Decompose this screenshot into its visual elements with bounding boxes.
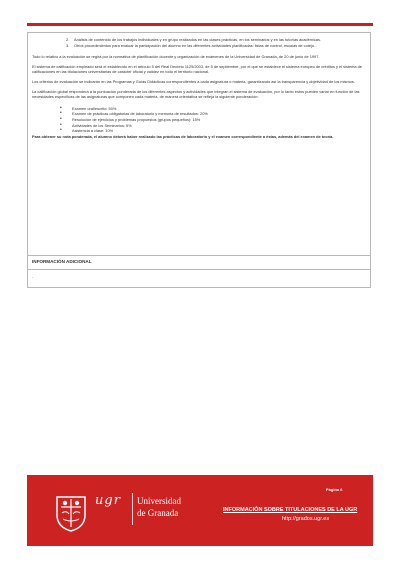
- page-number: Página 6: [326, 487, 343, 492]
- weighting-list: [32, 106, 366, 134]
- list-number: 3.: [66, 42, 70, 48]
- paragraph: Todo lo relativo a la evaluación se regirá por la normativa de planificación docente y organización de exámenes de la Universidad de Granada, de 20 de junio de 1997.: [32, 54, 320, 60]
- bold-note: Para obtener su nota ponderada, el alumno deberá haber realizado las prácticas de laboratorio y el examen correspondiente a éstas, además del examen de teoría.: [32, 133, 334, 139]
- divider: [28, 269, 370, 270]
- paragraph: El sistema de calificación empleado será el establecido en el artículo 5 del Real Decreto 1125/2003, de 5 de septiembre, por el que se establece el sistema europeo de créditos y el sistema de calificaciones en las titulaciones universitarias de carácter oficial y validez en todo el territorio nacional.: [32, 63, 362, 75]
- list-number: 2.: [66, 37, 70, 42]
- list-item: • Examen de prácticas obligatorias de laboratorio y memoria de resultados: 20%: [72, 111, 366, 117]
- list-text: Otros procedimientos para evaluar la participación del alumno en las diferentes actividades planificadas: listas de control, escalas de cotejo...: [74, 42, 318, 48]
- logo-divider: [132, 493, 133, 525]
- evaluation-box: [27, 32, 371, 288]
- university-seal-icon: [53, 493, 89, 533]
- list-item: • Asistencia a clase: 10%: [72, 128, 366, 134]
- evaluation-content: [32, 37, 366, 139]
- list-item: • Actividades de los Seminarios: 5%: [72, 123, 366, 129]
- divider: [28, 255, 370, 256]
- list-item: • Examen oral/escrito: 50%: [72, 106, 366, 112]
- list-item: • Resolución de ejercicios y problemas propuestos (grupos pequeños): 15%: [72, 117, 366, 123]
- section-body: -: [32, 274, 34, 279]
- section-title: INFORMACIÓN ADICIONAL: [32, 259, 92, 264]
- paragraph: La calificación global responderá a la puntuación ponderada de los diferentes aspectos y actividades que integran el sistema de evaluación, por lo tanto éstos pueden variar en función de las necesidades específicas de las asignaturas que componen cada materia, de manera orientativa se refleja la siguiente ponderación:: [32, 88, 360, 100]
- info-title-link[interactable]: INFORMACIÓN SOBRE TITULACIONES DE LA UGR: [223, 507, 358, 513]
- logo-line: Universidad: [137, 496, 181, 506]
- info-url-link[interactable]: http://grados.ugr.es: [282, 516, 330, 522]
- paragraph: Los criterios de evaluación se indicarán en las Programas y Guías Didácticas correspondientes a cada asignatura o materia, garantizando así la transparencia y objetividad de los mismos.: [32, 78, 355, 84]
- logo-ugr: ugr: [95, 493, 121, 508]
- list-item: [32, 43, 366, 49]
- footer: [27, 475, 373, 546]
- top-accent-bar: [27, 23, 373, 26]
- list-text: Análisis de contenido de los trabajos individuales y en grupo realizados en las clases prácticas, en los seminarios y en las tutorías académicas.: [74, 37, 321, 42]
- logo-line: de Granada: [137, 508, 179, 518]
- logo-university-name: [137, 495, 181, 519]
